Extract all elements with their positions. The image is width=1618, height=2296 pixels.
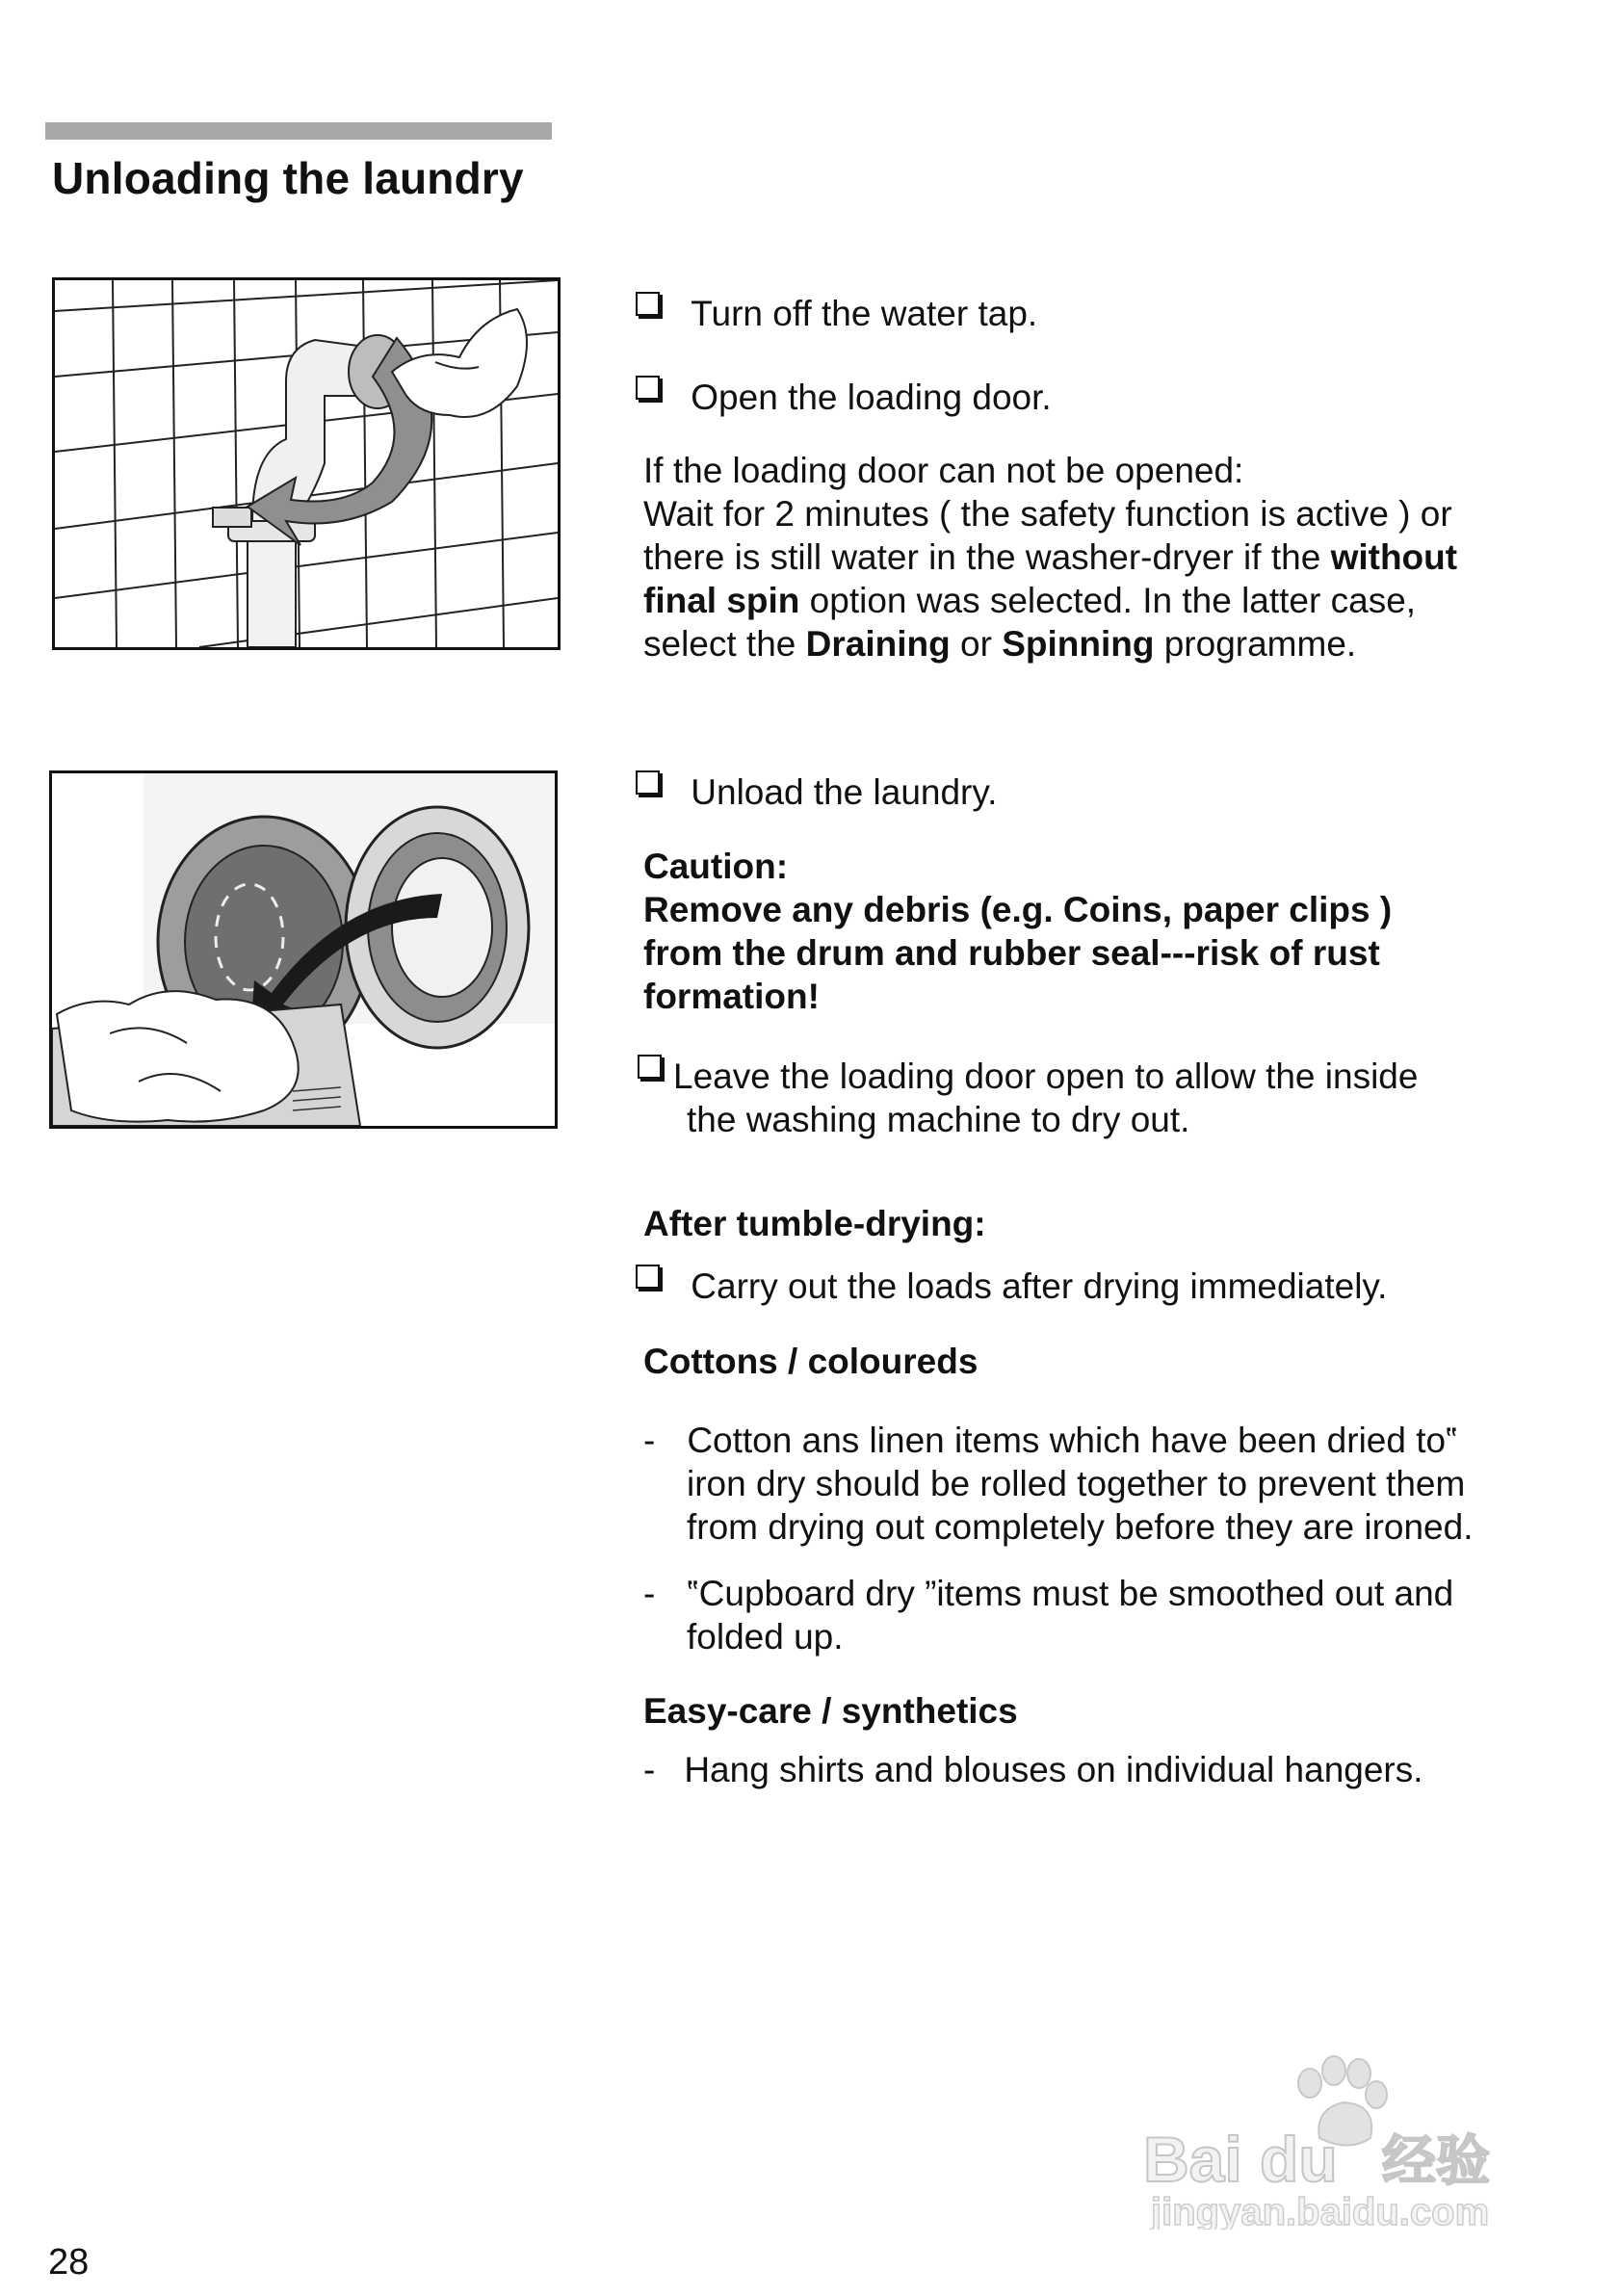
checkbox-icon xyxy=(636,1265,660,1289)
note-line: final spin option was selected. In the latter case, xyxy=(643,581,1417,620)
easycare-item xyxy=(643,1748,1423,1791)
cottons-heading: Cottons / coloureds xyxy=(643,1342,979,1381)
after-drying-heading: After tumble-drying: xyxy=(643,1204,986,1243)
door-note xyxy=(643,449,1457,665)
item-text: Cotton ans linen items which have been dried to‟ xyxy=(687,1421,1458,1460)
checkbox-icon xyxy=(636,292,660,316)
step-carry-out xyxy=(636,1265,1387,1308)
step-text: Unload the laundry. xyxy=(691,772,998,812)
baidu-watermark xyxy=(1141,2047,1527,2230)
item-text-cont: iron dry should be rolled together to prevent them xyxy=(687,1464,1466,1503)
note-line: Wait for 2 minutes ( the safety function is active ) or xyxy=(643,494,1452,534)
step-text: Leave the loading door open to allow the inside xyxy=(673,1057,1419,1096)
note-line: select the Draining or Spinning programme. xyxy=(643,624,1357,664)
step-text: Turn off the water tap. xyxy=(691,294,1038,333)
checkbox-icon xyxy=(636,376,660,400)
caution-line: from the drum and rubber seal---risk of rust xyxy=(643,933,1380,973)
step-text-cont: the washing machine to dry out. xyxy=(687,1100,1190,1139)
svg-text:Bai du: Bai du xyxy=(1143,2124,1338,2195)
step-leave-door-open xyxy=(638,1055,1418,1141)
item-text-cont: from drying out completely before they are ironed. xyxy=(687,1507,1474,1547)
easycare-heading: Easy-care / synthetics xyxy=(643,1691,1018,1731)
item-text: ‟Cupboard dry ”items must be smoothed out and xyxy=(687,1574,1454,1613)
caution-block xyxy=(643,845,1392,1018)
step-text: Open the loading door. xyxy=(691,378,1052,417)
caution-line: Remove any debris (e.g. Coins, paper clips ) xyxy=(643,890,1393,929)
cottons-item-2 xyxy=(643,1572,1453,1658)
title-rule xyxy=(45,122,552,140)
note-line: If the loading door can not be opened: xyxy=(643,451,1244,490)
cottons-item-1 xyxy=(643,1419,1473,1549)
dash-bullet: - xyxy=(643,1574,656,1613)
dash-bullet: - xyxy=(643,1750,656,1789)
unloading-illustration xyxy=(49,770,558,1129)
item-text: Hang shirts and blouses on individual hangers. xyxy=(684,1750,1423,1789)
step-unload xyxy=(636,770,997,814)
svg-text:jingyan.baidu.com: jingyan.baidu.com xyxy=(1151,2191,1490,2230)
checkbox-icon xyxy=(638,1055,662,1079)
page-number: 28 xyxy=(48,2242,90,2283)
caution-line: formation! xyxy=(643,977,820,1016)
step-text: Carry out the loads after drying immediately. xyxy=(691,1266,1388,1306)
checkbox-icon xyxy=(636,770,660,795)
step-turn-off-tap xyxy=(636,292,1037,335)
note-line: there is still water in the washer-dryer if the without xyxy=(643,537,1458,577)
item-text-cont: folded up. xyxy=(687,1617,844,1657)
svg-text:经验: 经验 xyxy=(1382,2130,1490,2193)
caution-label: Caution: xyxy=(643,847,789,886)
step-open-door xyxy=(636,376,1052,419)
dash-bullet: - xyxy=(643,1421,656,1460)
page-title: Unloading the laundry xyxy=(52,153,524,203)
water-tap-illustration xyxy=(52,277,561,650)
